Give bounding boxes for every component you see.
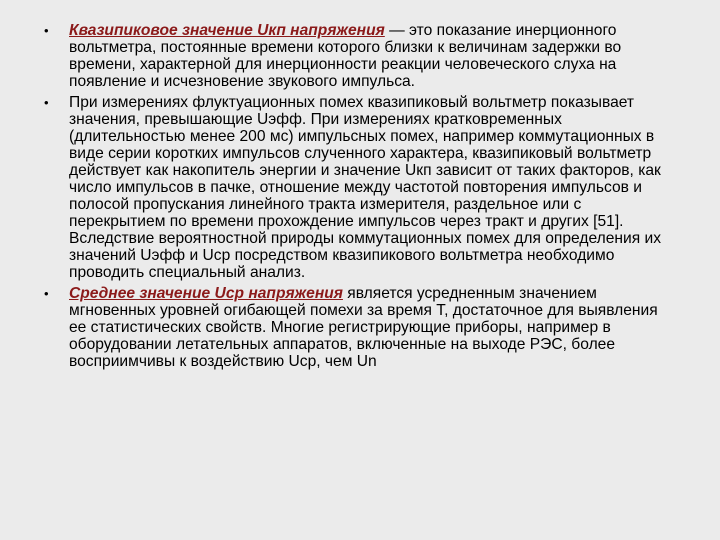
bullet-list	[0, 22, 669, 374]
bullet-dot-icon: •	[44, 286, 49, 301]
bullet-item-fluctuation	[0, 94, 669, 281]
bullet-item-quasi-peak	[0, 22, 669, 90]
bullet-dot-icon: •	[44, 23, 49, 38]
bullet-text: является усредненным значением мгновенных уровней огибающей помехи за время Т, достаточное для выявления ее статистических свойств. Многие регистрирующие приборы, например в оборудовании летательных аппаратов, включенные на выходе РЭС, более восприимчивы к воздействию Uср, чем Un	[69, 285, 658, 370]
bullet-dot-icon: •	[44, 95, 49, 110]
term-average: Среднее значение Uср напряжения	[69, 285, 343, 302]
bullet-item-average	[0, 285, 669, 370]
bullet-text: — это показание инерционного вольтметра, постоянные времени которого близки к величинам задержки во времени, характерной для инерционности реакции человеческого слуха на появление и исчезновение звукового импульса.	[69, 22, 622, 90]
bullet-text: При измерениях флуктуационных помех квазипиковый вольтметр показывает значения, превышающие Uэфф. При измерениях кратковременных (длительностью менее 200 мс) импульсных помех, например коммутационных в виде серии коротких импульсов слученного характера, квазипиковый вольтметр действует как накопитель энергии и значение Uкп зависит от таких факторов, как число импульсов в пачке, отношение между частотой повторения импульсов и полосой пропускания линейного тракта измерителя, раздельное или с перекрытием по времени прохождение импульсов через тракт и других [51]. Вследствие вероятностной природы коммутационных помех для определения их значений Uэфф и Uср посредством квазипикового вольтметра необходимо проводить специальный анализ.	[69, 94, 662, 281]
term-quasi-peak: Квазипиковое значение Uкп напряжения	[69, 22, 385, 39]
